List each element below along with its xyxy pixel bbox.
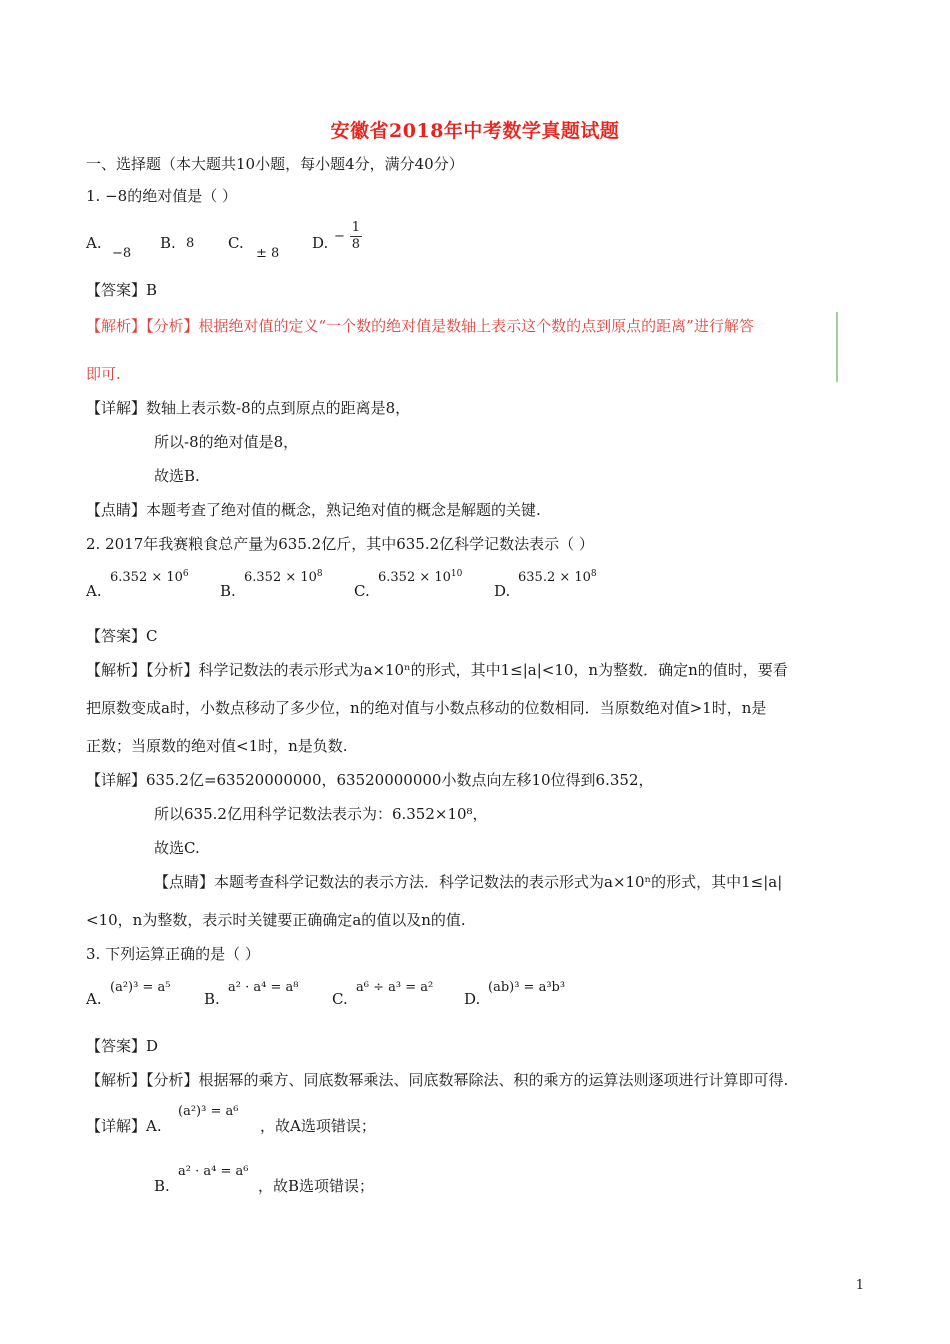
- q1-analysis-line1: 【解析】【分析】根据绝对值的定义“一个数的绝对值是数轴上表示这个数的点到原点的距离”进行解答: [86, 317, 754, 335]
- q2-option-d-exponent: 8: [590, 569, 597, 579]
- q1-option-a: −8: [112, 246, 132, 261]
- q2-option-d: [518, 570, 597, 585]
- q3-analysis: 【解析】【分析】根据幂的乘方、同底数幂乘法、同底数幂除法、积的乘方的运算法则逐项进行计算即可得.: [86, 1071, 789, 1089]
- q3-option-a-label: A.: [86, 990, 102, 1008]
- q1-stem: 1. −8的绝对值是（ ）: [86, 187, 237, 205]
- q1-option-c-label: C.: [228, 234, 244, 252]
- q3-detail-a-suffix: ，故A选项错误；: [260, 1117, 376, 1135]
- q2-option-b-base: 6.352 × 10: [244, 570, 317, 585]
- q1-option-d-numerator: 1: [351, 220, 360, 235]
- q1-option-a-label: A.: [86, 234, 102, 252]
- q1-detail-line3: 故选B.: [154, 467, 200, 485]
- q3-option-c-label: C.: [332, 990, 348, 1008]
- q2-analysis-line3: 正数；当原数的绝对值<1时，n是负数.: [86, 737, 348, 755]
- q3-detail-b-suffix: ，故B选项错误；: [258, 1177, 375, 1195]
- q3-detail-a-prefix: 【详解】A.: [86, 1117, 162, 1135]
- q2-tip-line1: 【点睛】本题考查科学记数法的表示方法．科学记数法的表示形式为a×10ⁿ的形式，其中1≤|a|: [154, 873, 783, 891]
- page-number: 1: [855, 1278, 864, 1293]
- q1-detail-line1: 【详解】数轴上表示数-8的点到原点的距离是8，: [86, 399, 411, 417]
- q3-option-b-label: B.: [204, 990, 220, 1008]
- q3-option-d-label: D.: [464, 990, 481, 1008]
- q2-stem: 2. 2017年我赛粮食总产量为635.2亿斤，其中635.2亿科学记数法表示（ ）: [86, 535, 594, 553]
- q3-option-a: (a²)³ = a⁵: [110, 980, 171, 995]
- q3-option-b: a² · a⁴ = a⁸: [228, 980, 299, 995]
- q2-tip-line2: <10，n为整数，表示时关键要正确确定a的值以及n的值.: [86, 911, 466, 929]
- page-title: 安徽省2018年中考数学真题试题: [330, 120, 620, 142]
- q2-option-d-label: D.: [494, 582, 511, 600]
- q2-option-c-exponent: 10: [450, 569, 463, 579]
- q3-detail-b-math: a² · a⁴ = a⁶: [178, 1164, 249, 1179]
- q2-option-d-base: 635.2 × 10: [518, 570, 591, 585]
- q1-tip: 【点睛】本题考查了绝对值的概念，熟记绝对值的概念是解题的关键.: [86, 501, 541, 519]
- q2-detail-line2: 所以635.2亿用科学记数法表示为：6.352×10⁸，: [154, 805, 488, 823]
- q2-option-a-label: A.: [86, 582, 102, 600]
- q3-option-d: (ab)³ = a³b³: [488, 980, 566, 995]
- q1-option-b-label: B.: [160, 234, 176, 252]
- q1-option-d-fraction: [334, 220, 362, 253]
- q1-option-d-label: D.: [312, 234, 329, 252]
- q2-option-a-base: 6.352 × 10: [110, 570, 183, 585]
- q2-option-b-exponent: 8: [316, 569, 323, 579]
- q1-analysis-line2: 即可.: [86, 365, 121, 383]
- q1-option-d-sign: −: [334, 229, 345, 244]
- q2-option-c-label: C.: [354, 582, 370, 600]
- q3-answer: 【答案】D: [86, 1037, 159, 1055]
- q2-option-b: [244, 570, 323, 585]
- q1-option-c: ± 8: [256, 246, 280, 261]
- q1-detail-line2: 所以-8的绝对值是8，: [154, 433, 299, 451]
- q2-option-a: [110, 570, 189, 585]
- q1-answer: 【答案】B: [86, 281, 158, 299]
- q2-option-a-exponent: 6: [182, 569, 189, 579]
- q2-analysis-line1: 【解析】【分析】科学记数法的表示形式为a×10ⁿ的形式，其中1≤|a|<10，n为整数．确定n的值时，要看: [86, 661, 788, 679]
- q2-option-b-label: B.: [220, 582, 236, 600]
- q3-stem: 3. 下列运算正确的是（ ）: [86, 945, 260, 963]
- q2-option-c-base: 6.352 × 10: [378, 570, 451, 585]
- q2-answer: 【答案】C: [86, 627, 158, 645]
- q1-option-b: 8: [186, 236, 195, 251]
- section-heading: 一、选择题（本大题共10小题，每小题4分，满分40分）: [86, 155, 464, 173]
- q2-detail-line1: 【详解】635.2亿=63520000000，63520000000小数点向左移10位得到6.352，: [86, 771, 654, 789]
- q2-analysis-line2: 把原数变成a时，小数点移动了多少位，n的绝对值与小数点移动的位数相同．当原数绝对值>1时，n是: [86, 699, 767, 717]
- q2-option-c: [378, 570, 462, 585]
- q2-detail-line3: 故选C.: [154, 839, 200, 857]
- q1-option-d-denominator: 8: [351, 237, 360, 252]
- q3-option-c: a⁶ ÷ a³ = a²: [356, 980, 434, 995]
- q3-detail-a-math: (a²)³ = a⁶: [178, 1104, 239, 1119]
- q3-detail-b-prefix: B.: [154, 1177, 170, 1195]
